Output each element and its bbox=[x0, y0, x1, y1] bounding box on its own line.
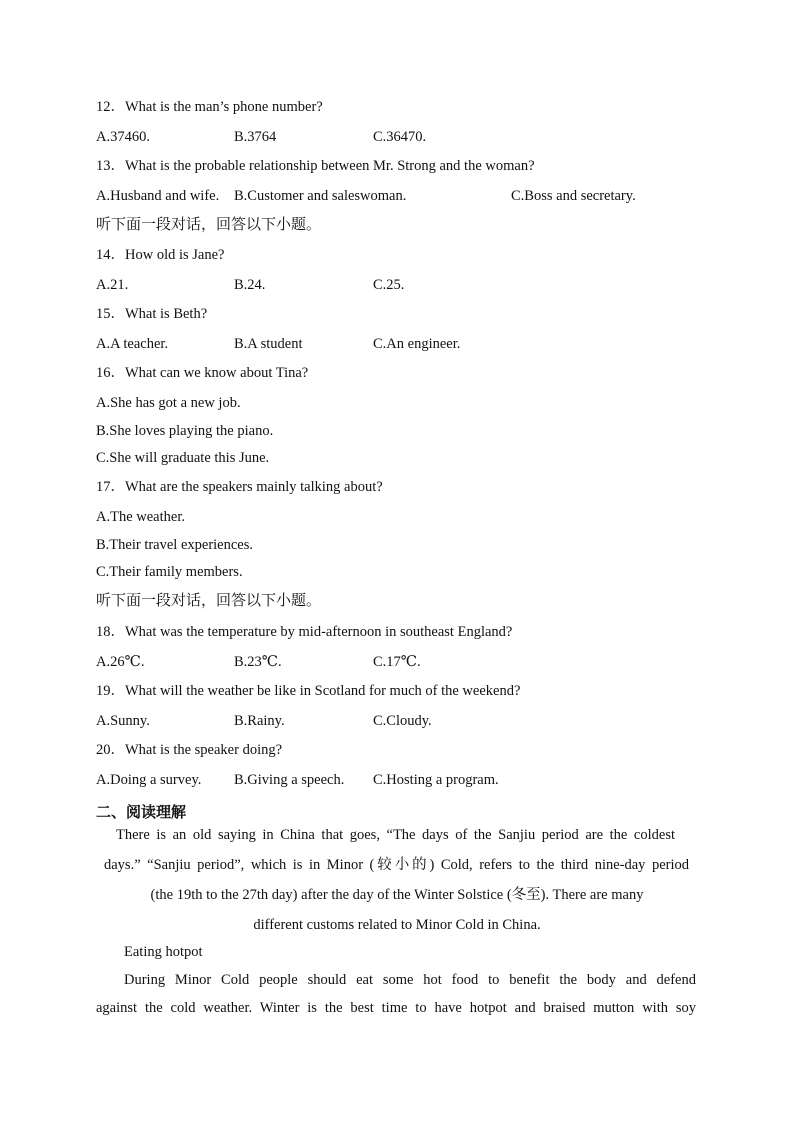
question-15-option-b: B.A student bbox=[234, 336, 303, 352]
listening-instruction: 听下面一段对话，回答以下小题。 bbox=[96, 215, 322, 233]
question-14-option-b: B.24. bbox=[234, 277, 266, 293]
listening-instruction: 听下面一段对话，回答以下小题。 bbox=[96, 591, 322, 609]
question-18-option-c: C.17℃. bbox=[373, 654, 421, 670]
section-title: 二、阅读理解 bbox=[96, 803, 187, 821]
question-12-option-a: A.37460. bbox=[96, 129, 150, 145]
question-20-option-b: B.Giving a speech. bbox=[234, 772, 345, 788]
question-19-option-c: C.Cloudy. bbox=[373, 713, 432, 729]
question-18-option-b: B.23℃. bbox=[234, 654, 282, 670]
question-13-option-a: A.Husband and wife. bbox=[96, 188, 220, 204]
question-16-option-a: A.She has got a new job. bbox=[96, 395, 241, 411]
question-13-option-c: C.Boss and secretary. bbox=[511, 188, 636, 204]
question-12-option-c: C.36470. bbox=[373, 129, 427, 145]
question-17-option-a: A.The weather. bbox=[96, 509, 185, 525]
question-15-option-c: C.An engineer. bbox=[373, 336, 461, 352]
question-14-stem: 14．How old is Jane? bbox=[96, 247, 225, 263]
question-20-option-a: A.Doing a survey. bbox=[96, 772, 202, 788]
question-14-option-c: C.25. bbox=[373, 277, 405, 293]
passage-subheading: Eating hotpot bbox=[124, 944, 203, 960]
question-19-option-b: B.Rainy. bbox=[234, 713, 285, 729]
question-16-option-c: C.She will graduate this June. bbox=[96, 450, 270, 466]
question-13-option-b: B.Customer and saleswoman. bbox=[234, 188, 407, 204]
question-19-stem: 19．What will the weather be like in Scotland for much of the weekend? bbox=[96, 683, 521, 699]
question-12-stem: 12．What is the man’s phone number? bbox=[96, 99, 323, 115]
question-18-stem: 18．What was the temperature by mid-afternoon in southeast England? bbox=[96, 624, 513, 640]
question-16-stem: 16．What can we know about Tina? bbox=[96, 365, 309, 381]
question-16-option-b: B.She loves playing the piano. bbox=[96, 423, 274, 439]
passage-line: different customs related to Minor Cold in China. bbox=[253, 917, 541, 933]
question-15-option-a: A.A teacher. bbox=[96, 336, 169, 352]
question-20-option-c: C.Hosting a program. bbox=[373, 772, 499, 788]
question-13-stem: 13．What is the probable relationship between Mr. Strong and the woman? bbox=[96, 158, 535, 174]
passage-line: During Minor Cold people should eat some hot food to benefit the body and defend bbox=[124, 972, 696, 988]
question-19-option-a: A.Sunny. bbox=[96, 713, 150, 729]
passage-line: days.” “Sanjiu period”, which is in Minor (较小的) Cold, refers to the third nine-day period bbox=[104, 857, 689, 873]
question-17-option-b: B.Their travel experiences. bbox=[96, 537, 254, 553]
passage-line: There is an old saying in China that goes, “The days of the Sanjiu period are the coldest bbox=[116, 827, 675, 843]
passage-line: (the 19th to the 27th day) after the day of the Winter Solstice (冬至). There are many bbox=[150, 887, 644, 903]
question-14-option-a: A.21. bbox=[96, 277, 129, 293]
question-15-stem: 15．What is Beth? bbox=[96, 306, 208, 322]
question-17-option-c: C.Their family members. bbox=[96, 564, 243, 580]
question-18-option-a: A.26℃. bbox=[96, 654, 145, 670]
question-20-stem: 20．What is the speaker doing? bbox=[96, 742, 283, 758]
passage-line: against the cold weather. Winter is the best time to have hotpot and braised mutton with soy bbox=[96, 1000, 696, 1016]
question-17-stem: 17．What are the speakers mainly talking about? bbox=[96, 479, 383, 495]
question-12-option-b: B.3764 bbox=[234, 129, 277, 145]
